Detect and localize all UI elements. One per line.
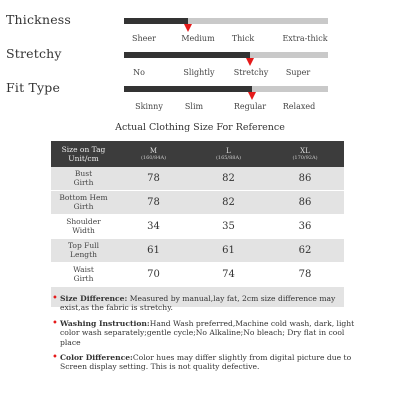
thickness-fill	[124, 18, 188, 24]
note-label: Color Difference:	[60, 353, 133, 363]
row-header-line1: Top Full	[68, 241, 99, 250]
table-cell: 82	[222, 173, 235, 184]
thickness-scale	[0, 8, 400, 46]
care-notes	[52, 293, 360, 378]
row-header	[51, 167, 116, 190]
note-label: Washing Instruction:	[60, 318, 150, 328]
header-size-code: (165/88A)	[215, 155, 242, 161]
table-cell: 74	[222, 269, 235, 280]
header-size-l	[191, 141, 266, 167]
fit-type-marker-icon	[248, 92, 256, 100]
header-size-code: (160/84A)	[140, 155, 167, 161]
thickness-option-medium: Medium	[181, 34, 215, 43]
thickness-marker-icon	[184, 24, 192, 32]
row-header-line1: Bottom Hem	[59, 193, 108, 202]
table-cell: 86	[298, 197, 312, 208]
table-cell: 70	[147, 269, 160, 280]
thickness-option-sheer: Sheer	[132, 34, 156, 43]
fit-type-label: Fit Type	[6, 80, 61, 95]
thickness-label: Thickness	[6, 12, 72, 27]
stretchy-option-super: Super	[285, 68, 311, 77]
table-cell: 35	[222, 221, 235, 232]
table-row-shoulder-width	[51, 215, 344, 239]
note-washing-instruction	[52, 317, 360, 347]
row-header-line2: Length	[70, 249, 97, 259]
note-label: Size Difference:	[60, 294, 128, 303]
row-header	[51, 239, 116, 262]
red-bullet-icon: •	[52, 317, 58, 329]
row-header-line2: Girth	[73, 201, 94, 211]
stretchy-scale	[0, 42, 400, 80]
stretchy-marker-icon	[246, 58, 254, 66]
stretchy-option-stretchy: Stretchy	[233, 68, 269, 77]
fit-type-fill	[124, 86, 252, 92]
note-text: Hand Wash preferred,Machine cold wash, dark, light color wash separately;gentle cycle;No Alkaline;No bleach; Dry flat in cool place	[60, 318, 355, 347]
thickness-option-thick: Thick	[231, 34, 255, 43]
row-header-line1: Bust	[74, 169, 93, 178]
row-header-line2: Girth	[73, 177, 94, 187]
fit-type-scale	[0, 76, 400, 114]
row-header-line1: Waist	[73, 265, 94, 274]
header-size-name: L	[226, 147, 231, 155]
note-text: Measured by manual,lay fat, 2cm size difference may exist,as the fabric is stretchy.	[60, 294, 336, 313]
header-size-name: XL	[300, 147, 310, 155]
table-cell: 61	[222, 245, 235, 256]
note-text: Color hues may differ slightly from digital picture due to Screen display setting. This is not quality defective.	[60, 353, 352, 372]
table-cell: 34	[147, 221, 160, 232]
red-bullet-icon: •	[52, 352, 58, 364]
stretchy-fill	[124, 52, 250, 58]
header-label-line2: Unit/cm	[68, 154, 99, 163]
fit-type-option-skinny: Skinny	[135, 102, 163, 111]
row-header	[51, 215, 116, 238]
note-size-difference	[52, 293, 360, 313]
thickness-option-extra-thick: Extra-thick	[282, 34, 328, 43]
table-cell: 61	[147, 245, 160, 256]
header-label-line1: Size on Tag	[61, 145, 106, 154]
fit-type-option-relaxed: Relaxed	[282, 102, 316, 111]
thickness-track	[124, 18, 328, 24]
fit-type-option-slim: Slim	[184, 102, 204, 111]
table-row-bottom-hem-girth	[51, 191, 344, 215]
fit-type-option-regular: Regular	[233, 102, 267, 111]
table-row-bust-girth	[51, 167, 344, 191]
table-row-waist-girth	[51, 263, 344, 287]
table-cell: 62	[298, 245, 312, 256]
fit-type-track	[124, 86, 328, 92]
header-label-cell	[51, 141, 116, 167]
stretchy-track	[124, 52, 328, 58]
red-bullet-icon: •	[52, 293, 58, 304]
header-size-m	[116, 141, 191, 167]
row-header-line1: Shoulder	[66, 217, 101, 226]
size-table-title: Actual Clothing Size For Reference	[115, 122, 285, 133]
stretchy-label: Stretchy	[6, 46, 62, 61]
row-header-line2: Width	[72, 225, 95, 235]
table-cell: 78	[298, 269, 312, 280]
table-cell: 82	[222, 197, 235, 208]
header-size-code: (170/92A)	[292, 155, 318, 161]
size-table	[51, 141, 344, 307]
table-cell: 36	[298, 221, 312, 232]
stretchy-option-slightly: Slightly	[183, 68, 215, 77]
table-cell: 78	[147, 173, 160, 184]
stretchy-option-no: No	[133, 68, 145, 77]
header-size-name: M	[149, 147, 158, 155]
row-header	[51, 191, 116, 214]
header-size-xl	[266, 141, 344, 167]
size-table-header	[51, 141, 344, 167]
table-cell: 86	[298, 173, 312, 184]
table-row-top-full-length	[51, 239, 344, 263]
row-header-line2: Girth	[73, 273, 94, 283]
row-header	[51, 263, 116, 286]
table-cell: 78	[147, 197, 160, 208]
note-color-difference	[52, 352, 360, 372]
